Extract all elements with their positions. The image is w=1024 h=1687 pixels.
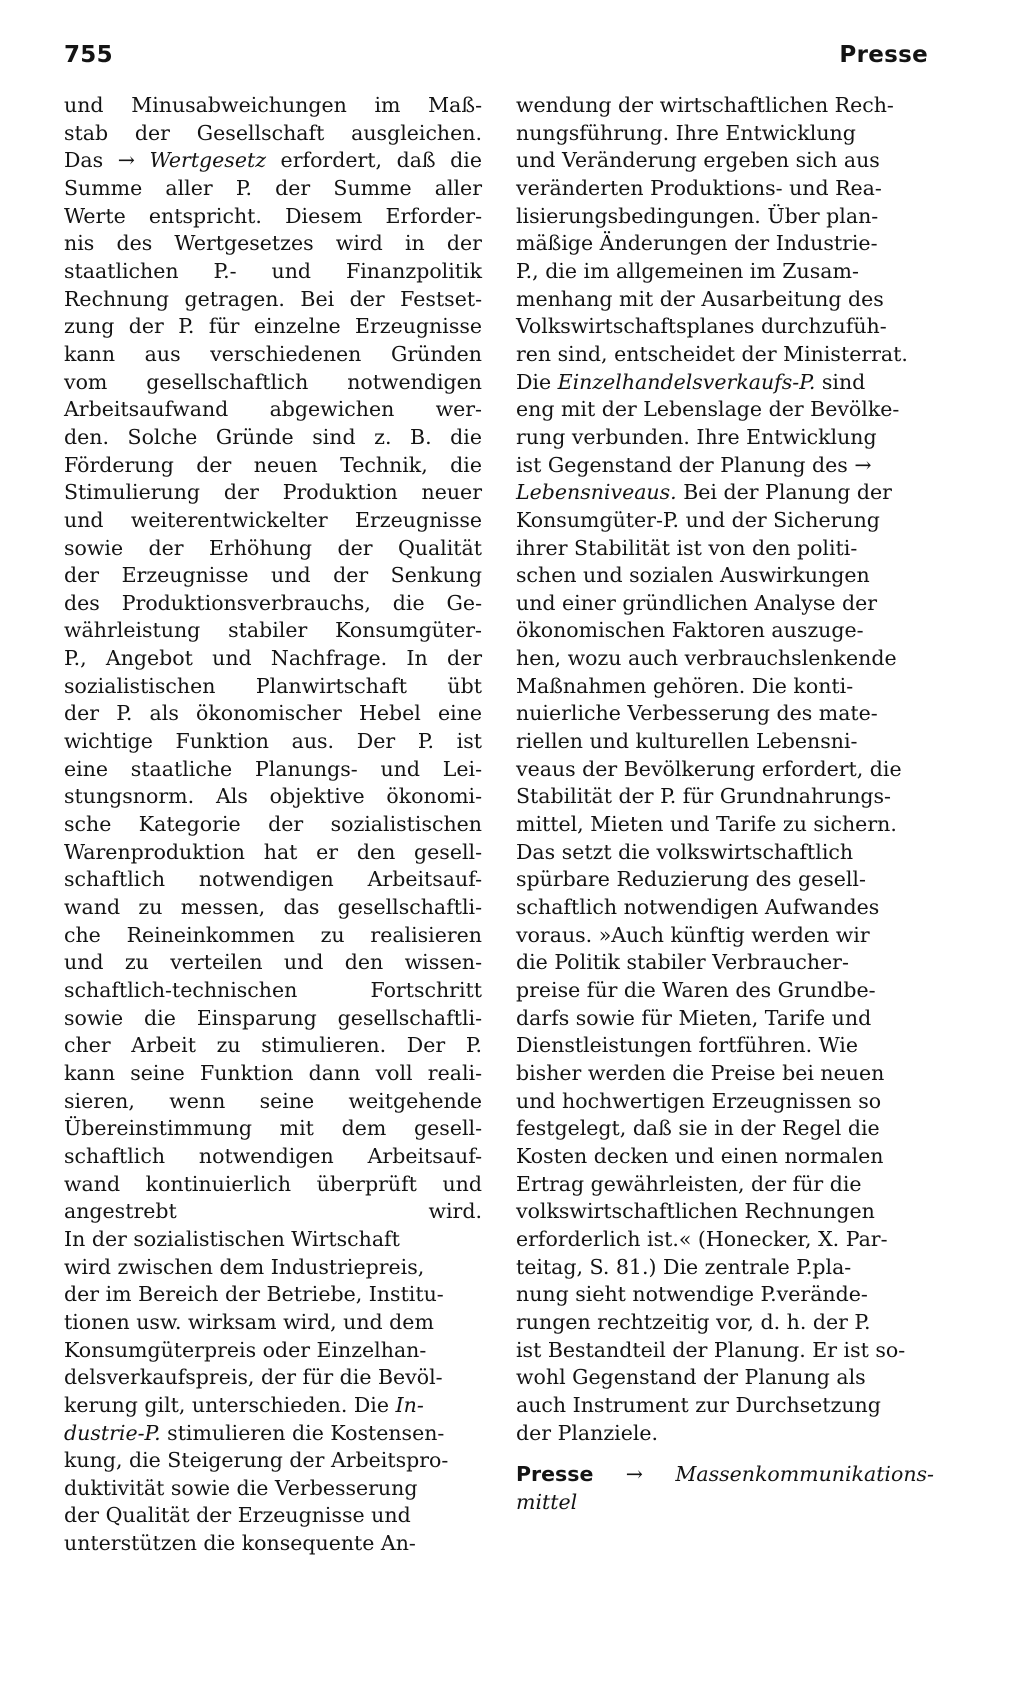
text-line: die Politik stabiler Verbraucher- (516, 950, 849, 975)
text-line: und hochwertigen Erzeugnissen so (516, 1088, 882, 1113)
text-line: nungsführung. Ihre Entwicklung (516, 120, 856, 145)
paragraph (64, 1226, 482, 1558)
text-line: stab der Gesellschaft ausgleichen. (64, 120, 482, 145)
text-line: des Produktionsverbrauchs, die Ge- (64, 590, 482, 615)
text-line: Förderung der neuen Technik, die (64, 452, 482, 477)
text-line: Volkswirtschaftsplanes durchzufüh- (516, 314, 887, 339)
text-fragment: Das (64, 148, 118, 173)
text-line: spürbare Reduzierung des gesell- (516, 867, 866, 892)
text-line: In der sozialistischen Wirtschaft (64, 1226, 400, 1251)
text-line: wohl Gegenstand der Planung als (516, 1365, 866, 1390)
text-fragment: kerung gilt, unterschieden. Die (64, 1392, 396, 1417)
italic-term: dustrie-P. (64, 1420, 161, 1445)
page-number: 755 (64, 42, 113, 68)
text-line: menhang mit der Ausarbeitung des (516, 286, 884, 311)
text-line: Konsumgüter-P. und der Sicherung (516, 507, 880, 532)
text-line: Übereinstimmung mit dem gesell- (64, 1116, 482, 1141)
text-line: eine staatliche Planungs- und Lei- (64, 756, 482, 781)
text-line: mäßige Änderungen der Industrie- (516, 231, 878, 256)
text-line: Arbeitsaufwand abgewichen wer- (64, 397, 482, 422)
text-line: darfs sowie für Mieten, Tarife und (516, 1005, 872, 1030)
italic-term: Einzelhandelsverkaufs-P. (557, 369, 816, 394)
text-line: sowie der Erhöhung der Qualität (64, 535, 482, 560)
text-line: riellen und kulturellen Lebensni- (516, 729, 858, 754)
text-line: sowie die Einsparung gesellschaftli- (64, 1005, 482, 1030)
text-line: und Minusabweichungen im Maß- (64, 93, 482, 117)
italic-term: In- (395, 1392, 424, 1417)
text-line: Stabilität der P. für Grundnahrungs- (516, 784, 891, 809)
text-line: nis des Wertgesetzes wird in der (64, 231, 482, 256)
cross-reference-arrow: → (117, 148, 150, 173)
text-line: der P. als ökonomischer Hebel eine (64, 701, 482, 726)
left-column (64, 92, 482, 1558)
text-line: und einer gründlichen Analyse der (516, 590, 878, 615)
cross-reference-link[interactable]: Wertgesetz (149, 148, 266, 173)
text-line: erforderlich ist.« (Honecker, X. Par- (516, 1226, 888, 1251)
text-line: ren sind, entscheidet der Ministerrat. (516, 341, 908, 366)
text-line: schaftlich-technischen Fortschritt (64, 978, 482, 1002)
text-line: Konsumgüterpreis oder Einzelhan- (64, 1337, 427, 1362)
text-line: ihrer Stabilität ist von den politi- (516, 535, 858, 560)
text-line: der Qualität der Erzeugnisse und (64, 1503, 411, 1528)
text-line: nung sieht notwendige P.verände- (516, 1282, 868, 1307)
text-line: P., die im allgemeinen im Zusam- (516, 258, 859, 283)
text-line: Maßnahmen gehören. Die konti- (516, 673, 854, 698)
text-line: duktivität sowie die Verbesserung (64, 1475, 418, 1500)
text-fragment: ist Gegenstand der Planung des (516, 452, 848, 477)
text-line: mittel, Mieten und Tarife zu sichern. (516, 812, 897, 837)
text-line: che Reineinkommen zu realisieren (64, 922, 482, 947)
text-line: tionen usw. wirksam wird, und dem (64, 1309, 434, 1334)
text-line: kann seine Funktion dann voll reali- (64, 1060, 482, 1085)
paragraph (64, 92, 482, 1226)
text-line: und zu verteilen und den wissen- (64, 950, 482, 975)
text-line: festgelegt, daß sie in der Regel die (516, 1116, 880, 1141)
text-line: den. Solche Gründe sind z. B. die (64, 424, 482, 449)
text-line: nuierliche Verbesserung des mate- (516, 701, 878, 726)
text-line: angestrebt wird. (64, 1199, 482, 1224)
text-line: und Veränderung ergeben sich aus (516, 148, 880, 173)
text-fragment: Bei der Planung der (676, 480, 892, 505)
text-line: auch Instrument zur Durchsetzung (516, 1392, 881, 1417)
text-fragment: stimulieren die Kostensen- (160, 1420, 445, 1445)
text-line: und weiterentwickelter Erzeugnisse (64, 507, 482, 532)
text-line: stungsnorm. Als objektive ökonomi- (64, 784, 482, 809)
text-line: preise für die Waren des Grundbe- (516, 978, 876, 1002)
text-line: vom gesellschaftlich notwendigen (64, 369, 482, 394)
running-headword: Presse (839, 42, 928, 68)
text-line: voraus. »Auch künftig werden wir (516, 922, 870, 947)
text-line: kung, die Steigerung der Arbeitspro- (64, 1448, 449, 1473)
text-line: veränderten Produktions- und Rea- (516, 175, 882, 200)
text-line: Summe aller P. der Summe aller (64, 175, 482, 200)
text-line: lisierungsbedingungen. Über plan- (516, 203, 879, 228)
text-line: schaftlich notwendigen Arbeitsauf- (64, 1143, 482, 1168)
text-line: Dienstleistungen fortführen. Wie (516, 1033, 858, 1058)
text-fragment: sind (815, 369, 866, 394)
text-line: der Planziele. (516, 1420, 659, 1445)
text-line: Ertrag gewährleisten, der für die (516, 1171, 862, 1196)
text-line: rung verbunden. Ihre Entwicklung (516, 424, 877, 449)
text-line: wand kontinuierlich überprüft und (64, 1171, 482, 1196)
text-fragment: Die (516, 369, 558, 394)
text-line: delsverkaufspreis, der für die Bevöl- (64, 1365, 443, 1390)
text-line: wichtige Funktion aus. Der P. ist (64, 729, 482, 754)
text-line: währleistung stabiler Konsumgüter- (64, 618, 482, 643)
text-line: wird zwischen dem Industriepreis, (64, 1254, 425, 1279)
text-line: Werte entspricht. Diesem Erforder- (64, 203, 482, 228)
text-line: wendung der wirtschaftlichen Rech- (516, 93, 894, 117)
text-line: schaftlich notwendigen Arbeitsauf- (64, 867, 482, 892)
text-fragment: erfordert, daß die (266, 148, 482, 173)
text-line: staatlichen P.- und Finanzpolitik (64, 258, 482, 283)
text-line: Rechnung getragen. Bei der Festset- (64, 286, 482, 311)
text-line: zung der P. für einzelne Erzeugnisse (64, 314, 482, 339)
text-line: volkswirtschaftlichen Rechnungen (516, 1199, 875, 1224)
cross-reference-arrow: → (625, 1462, 643, 1487)
cross-reference-arrow: → (847, 452, 872, 477)
text-line: unterstützen die konsequente An- (64, 1531, 416, 1556)
text-line: hen, wozu auch verbrauchslenkende (516, 646, 897, 671)
text-line: P., Angebot und Nachfrage. In der (64, 646, 482, 671)
text-line: cher Arbeit zu stimulieren. Der P. (64, 1033, 482, 1058)
text-line: sieren, wenn seine weitgehende (64, 1088, 482, 1113)
right-column (516, 92, 934, 1516)
text-line: bisher werden die Preise bei neuen (516, 1060, 885, 1085)
cross-reference-link[interactable]: Massenkommunikations- (675, 1462, 934, 1487)
italic-term: Lebensniveaus. (516, 480, 677, 505)
text-line: kann aus verschiedenen Gründen (64, 341, 482, 366)
cross-reference-link[interactable]: mittel (516, 1489, 578, 1514)
text-line: Warenproduktion hat er den gesell- (64, 839, 482, 864)
text-line: eng mit der Lebenslage der Bevölke- (516, 397, 900, 422)
text-line: der im Bereich der Betriebe, Institu- (64, 1282, 444, 1307)
text-line: der Erzeugnisse und der Senkung (64, 563, 482, 588)
text-line: wand zu messen, das gesellschaftli- (64, 895, 482, 920)
text-line: Kosten decken und einen normalen (516, 1143, 884, 1168)
text-line: teitag, S. 81.) Die zentrale P.pla- (516, 1254, 852, 1279)
text-line: ist Bestandteil der Planung. Er ist so- (516, 1337, 906, 1362)
text-line: schaftlich notwendigen Aufwandes (516, 895, 880, 920)
entry-keyword: Presse (516, 1462, 594, 1487)
text-line: ökonomischen Faktoren auszuge- (516, 618, 864, 643)
paragraph (516, 92, 934, 1447)
text-line: Stimulierung der Produktion neuer (64, 480, 482, 505)
text-line: sche Kategorie der sozialistischen (64, 812, 482, 837)
entry-presse (516, 1461, 934, 1516)
text-line: Das setzt die volkswirtschaftlich (516, 839, 854, 864)
text-line: sozialistischen Planwirtschaft übt (64, 673, 482, 698)
text-line: schen und sozialen Auswirkungen (516, 563, 870, 588)
text-line: rungen rechtzeitig vor, d. h. der P. (516, 1309, 871, 1334)
text-line: veaus der Bevölkerung erfordert, die (516, 756, 902, 781)
